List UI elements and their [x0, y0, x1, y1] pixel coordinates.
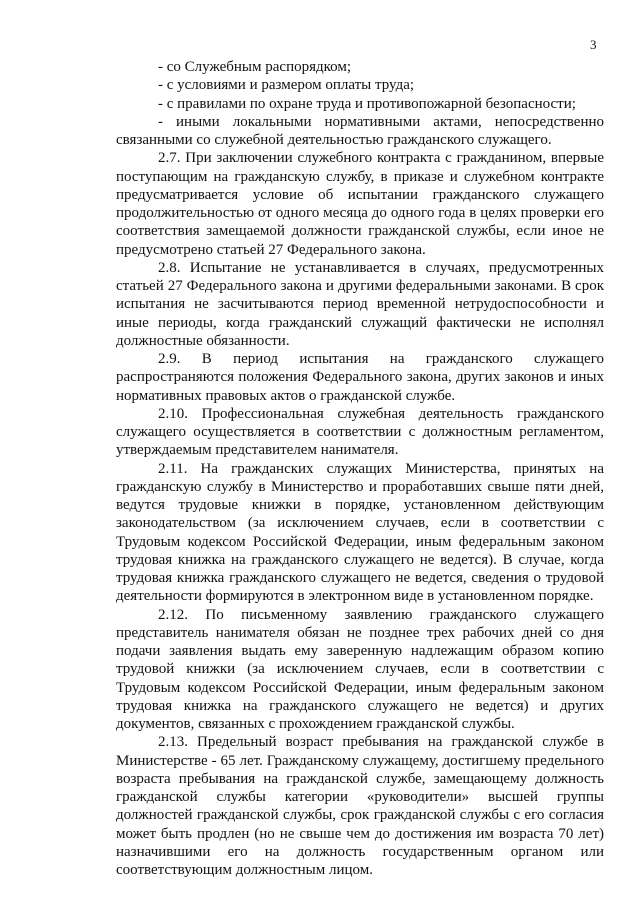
paragraph-2-9: 2.9. В период испытания на гражданского служащего распространяются положения Федерального закона, других законов и иных нормативных правовых актов о гражданской службе.	[116, 351, 604, 404]
paragraph-2-13: 2.13. Предельный возраст пребывания на гражданской службе в Министерстве - 65 лет. Гражданскому служащему, достигшему предельного возраста пребывания на гражданской службе, замещающему должность гражданской службы категории «руководители» высшей группы должностей гражданской службы, срок гражданской службы с его согласия может быть продлен (но не свыше чем до достижения им возраста 70 лет) назначившими его на должность государственным органом или соответствующим должностным лицом.	[116, 734, 604, 878]
document-body	[116, 58, 604, 879]
page-number: 3	[590, 37, 597, 52]
paragraph-2-8: 2.8. Испытание не устанавливается в случаях, предусмотренных статьей 27 Федерального закона и другими федеральными законами. В срок испытания не засчитываются период временной нетрудоспособности и иные периоды, когда гражданский служащий фактически не исполнял должностные обязанности.	[116, 259, 604, 349]
bullet-item: - с условиями и размером оплаты труда;	[158, 77, 415, 94]
paragraph-2-12: 2.12. По письменному заявлению гражданского служащего представитель нанимателя обязан не позднее трех рабочих дней со дня подачи заявления выдать ему заверенную надлежащим образом копию трудовой книжки (за исключением случаев, если в соответствии с Трудовым кодексом Российской Федерации, иным федеральным законом трудовая книжка на гражданского служащего не ведется) и других документов, связанных с прохождением гражданской службы.	[116, 606, 604, 732]
paragraph-2-10: 2.10. Профессиональная служебная деятельность гражданского служащего осуществляется в соответствии с должностным регламентом, утверждаемым представителем нанимателя.	[116, 405, 604, 459]
bullet-item: - со Служебным распорядком;	[158, 59, 352, 75]
bullet-item: - с правилами по охране труда и противопожарной безопасности;	[158, 95, 576, 112]
paragraph-2-11: 2.11. На гражданских служащих Министерства, принятых на гражданскую службу в Министерство и проработавших свыше пяти дней, ведутся трудовые книжки в порядке, установленном действующим законодательством (за исключением случаев, если в соответствии с Трудовым кодексом Российской Федерации, иным федеральным законом трудовая книжка на гражданского служащего не ведется). В случае, когда трудовая книжка гражданского служащего не ведется, сведения о трудовой деятельности формируются в электронном виде в установленном порядке.	[116, 460, 604, 605]
paragraph-2-7: 2.7. При заключении служебного контракта с гражданином, впервые поступающим на гражданскую службу, в приказе и служебном контракте предусматривается условие об испытании гражданского служащего продолжительностью от одного месяца до одного года в целях проверки его соответствия замещаемой должности гражданской службы, если иное не предусмотрено статьей 27 Федерального закона.	[116, 150, 604, 258]
bullet-item: - иными локальными нормативными актами, непосредственно связанными со служебной деятельностью гражданского служащего.	[116, 113, 604, 148]
